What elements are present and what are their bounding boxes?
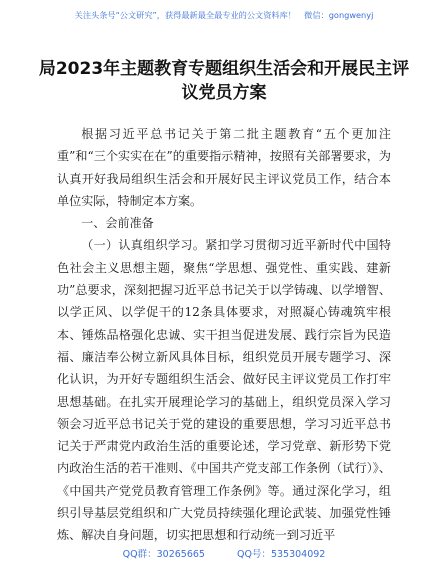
body-paragraph: （一）认真组织学习。紧扣学习贯彻习近平新时代中国特色社会主义思想主题，聚焦“学思想、强党性、重实践、建新功”总要求，深刻把握习近平总书记关于以学铸魂、以学增智、以学正风、以学促干的12条具体要求，对照凝心铸魂筑牢根本、锤炼品格强化忠诚、实干担当促进发展、践行宗旨为民造福、廉洁奉公树立新风具体目标，组织党员开展专题学习、深化认识，为开好专题组织生活会、做好民主评议党员工作打牢思想基础。在扎实开展理论学习的基础上，组织党员深入学习领会习近平总书记关于党的建设的重要思想，学习习近平总书记关于严肃党内政治生活的重要论述，学习党章、新形势下党内政治生活的若干准则、《中国共产党支部工作条例（试行）》、《中国共产党党员教育管理工作条例》等。通过深化学习，组织引导基层党组织和广大党员持续强化理论武装、加强党性锤炼、解决自身问题，切实把思想和行动统一到习近平	[57, 238, 391, 543]
header-notice: 关注头条号“公文研究”，获得最新最全最专业的公文资料库！ 微信：gongwenyj	[74, 10, 374, 20]
section-heading: 一、会前准备	[81, 216, 154, 231]
qq-label: QQ号：	[236, 549, 271, 560]
qq-group-number: 30265665	[156, 549, 205, 560]
document-body	[57, 123, 391, 547]
footer-contact	[0, 546, 448, 560]
intro-paragraph: 根据习近平总书记关于第二批主题教育“五个更加注重”和“三个实实在在”的重要指示精神，按照有关部署要求，为认真开好我局组织生活会和开展好民主评议党员工作，结合本单位实际，特制定本方案。	[57, 127, 391, 208]
document-title: 局2023年主题教育专题组织生活会和开展民主评议党员方案	[38, 59, 410, 103]
qq-group-label: QQ群：	[122, 549, 157, 560]
qq-number: 535304092	[270, 549, 326, 560]
